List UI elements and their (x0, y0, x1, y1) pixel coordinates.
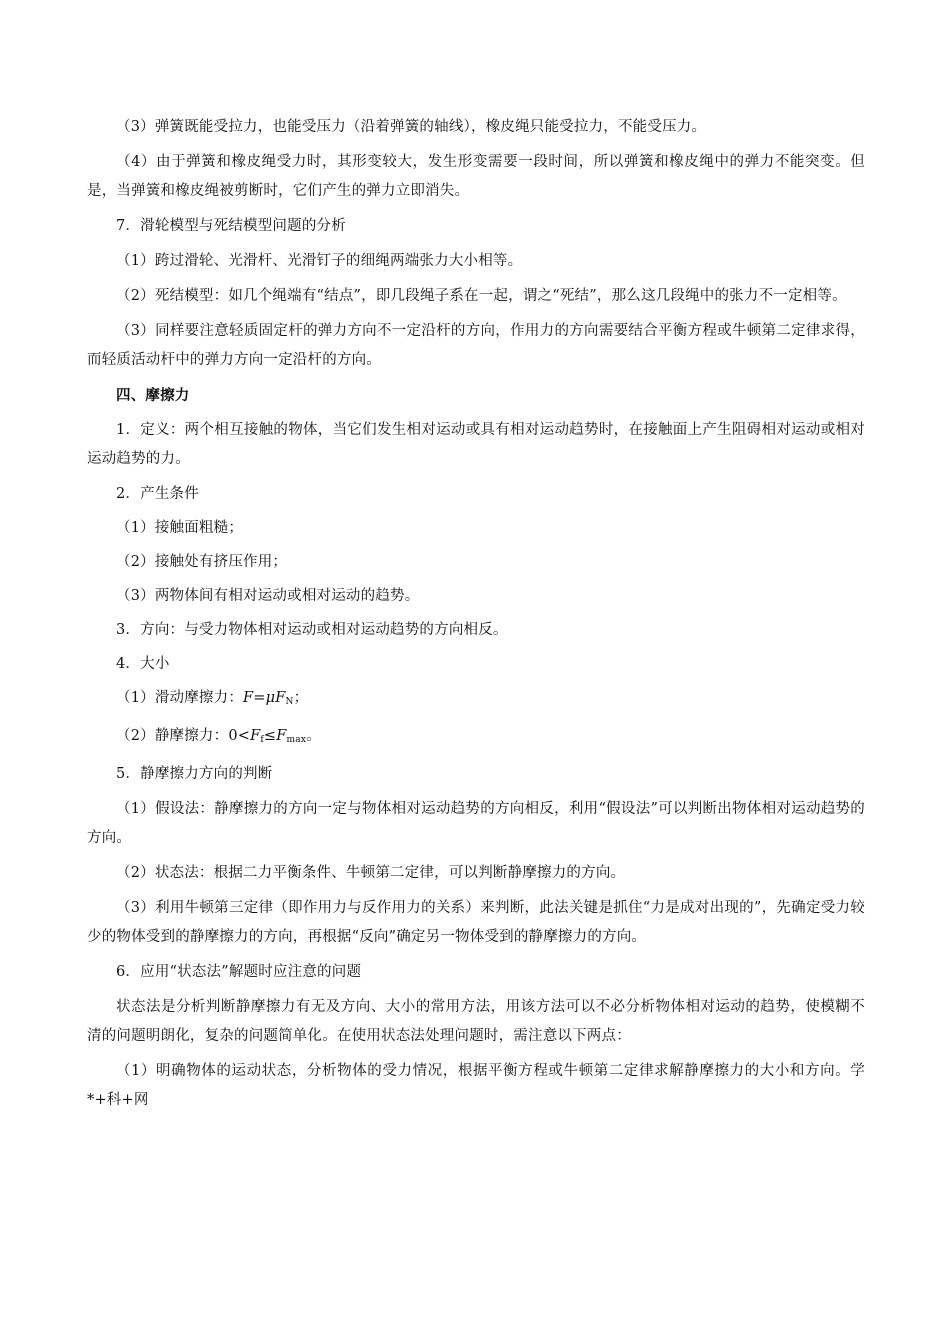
formula-symbol: F (275, 690, 286, 706)
formula-label: （2）静摩擦力： (116, 728, 229, 744)
document-body (87, 113, 865, 1121)
formula-symbol: F (250, 728, 261, 744)
formula-punctuation: 。 (306, 728, 321, 744)
paragraph: （2）死结模型：如几个绳端有“结点”，即几段绳子系在一起，谓之“死结”，那么这几段绳中的张力不一定相等。 (116, 288, 847, 304)
paragraph: （2）状态法：根据二力平衡条件、牛顿第二定律，可以判断静摩擦力的方向。 (116, 865, 626, 881)
formula-symbol: μ (265, 690, 276, 706)
section-title: 5．静摩擦力方向的判断 (116, 766, 273, 782)
formula-operator: = (253, 690, 266, 706)
section-title: 4．大小 (116, 656, 170, 672)
chapter-heading: 四、摩擦力 (116, 387, 190, 404)
formula-symbol: F (276, 728, 287, 744)
paragraph: （3）利用牛顿第三定律（即作用力与反作用力的关系）来判断，此法关键是抓住“力是成对出现的”，先确定受力较少的物体受到的静摩擦力的方向，再根据“反向”确定另一物体受到的静摩擦力的方向。 (87, 900, 865, 945)
paragraph: （4）由于弹簧和橡皮绳受力时，其形变较大，发生形变需要一段时间，所以弹簧和橡皮绳中的弹力不能突变。但是，当弹簧和橡皮绳被剪断时，它们产生的弹力立即消失。 (87, 154, 865, 199)
formula-operator: ≤ (263, 728, 277, 744)
formula-static-friction (87, 722, 865, 755)
paragraph: 状态法是分析判断静摩擦力有无及方向、大小的常用方法，用该方法可以不必分析物体相对运动的趋势，使模糊不清的问题明朗化，复杂的问题简单化。在使用状态法处理问题时，需注意以下两点： (87, 999, 865, 1044)
formula-label: （1）滑动摩擦力： (116, 690, 244, 706)
paragraph: 3．方向：与受力物体相对运动或相对运动趋势的方向相反。 (116, 622, 508, 638)
section-title: 6．应用“状态法”解题时应注意的问题 (116, 964, 362, 980)
formula-symbol: F (243, 690, 254, 706)
formula-operator: 0< (228, 728, 251, 744)
formula-subscript: f (260, 735, 264, 745)
list-item: （2）接触处有挤压作用； (116, 554, 288, 570)
list-item: （3）两物体间有相对运动或相对运动的趋势。 (116, 588, 420, 604)
paragraph: （1）跨过滑轮、光滑杆、光滑钉子的细绳两端张力大小相等。 (116, 253, 523, 269)
paragraph: （3）同样要注意轻质固定杆的弹力方向不一定沿杆的方向，作用力的方向需要结合平衡方程或牛顿第二定律求得，而轻质活动杆中的弹力方向一定沿杆的方向。 (87, 323, 865, 368)
paragraph: （1）明确物体的运动状态，分析物体的受力情况，根据平衡方程或牛顿第二定律求解静摩擦力的大小和方向。学*+科+网 (87, 1063, 865, 1108)
formula-punctuation: ； (293, 690, 309, 706)
formula-subscript: max (286, 735, 307, 745)
formula-sliding-friction (87, 684, 865, 717)
paragraph: （3）弹簧既能受拉力，也能受压力（沿着弹簧的轴线），橡皮绳只能受拉力，不能受压力。 (116, 119, 707, 135)
section-title: 7．滑轮模型与死结模型问题的分析 (116, 218, 346, 234)
section-title: 2．产生条件 (116, 486, 199, 502)
formula-subscript: N (285, 697, 294, 707)
paragraph: 1．定义：两个相互接触的物体，当它们发生相对运动或具有相对运动趋势时，在接触面上产生阻碍相对运动或相对运动趋势的力。 (87, 422, 865, 467)
list-item: （1）接触面粗糙； (116, 520, 244, 536)
paragraph: （1）假设法：静摩擦力的方向一定与物体相对运动趋势的方向相反，利用“假设法”可以判断出物体相对运动趋势的方向。 (87, 801, 865, 846)
